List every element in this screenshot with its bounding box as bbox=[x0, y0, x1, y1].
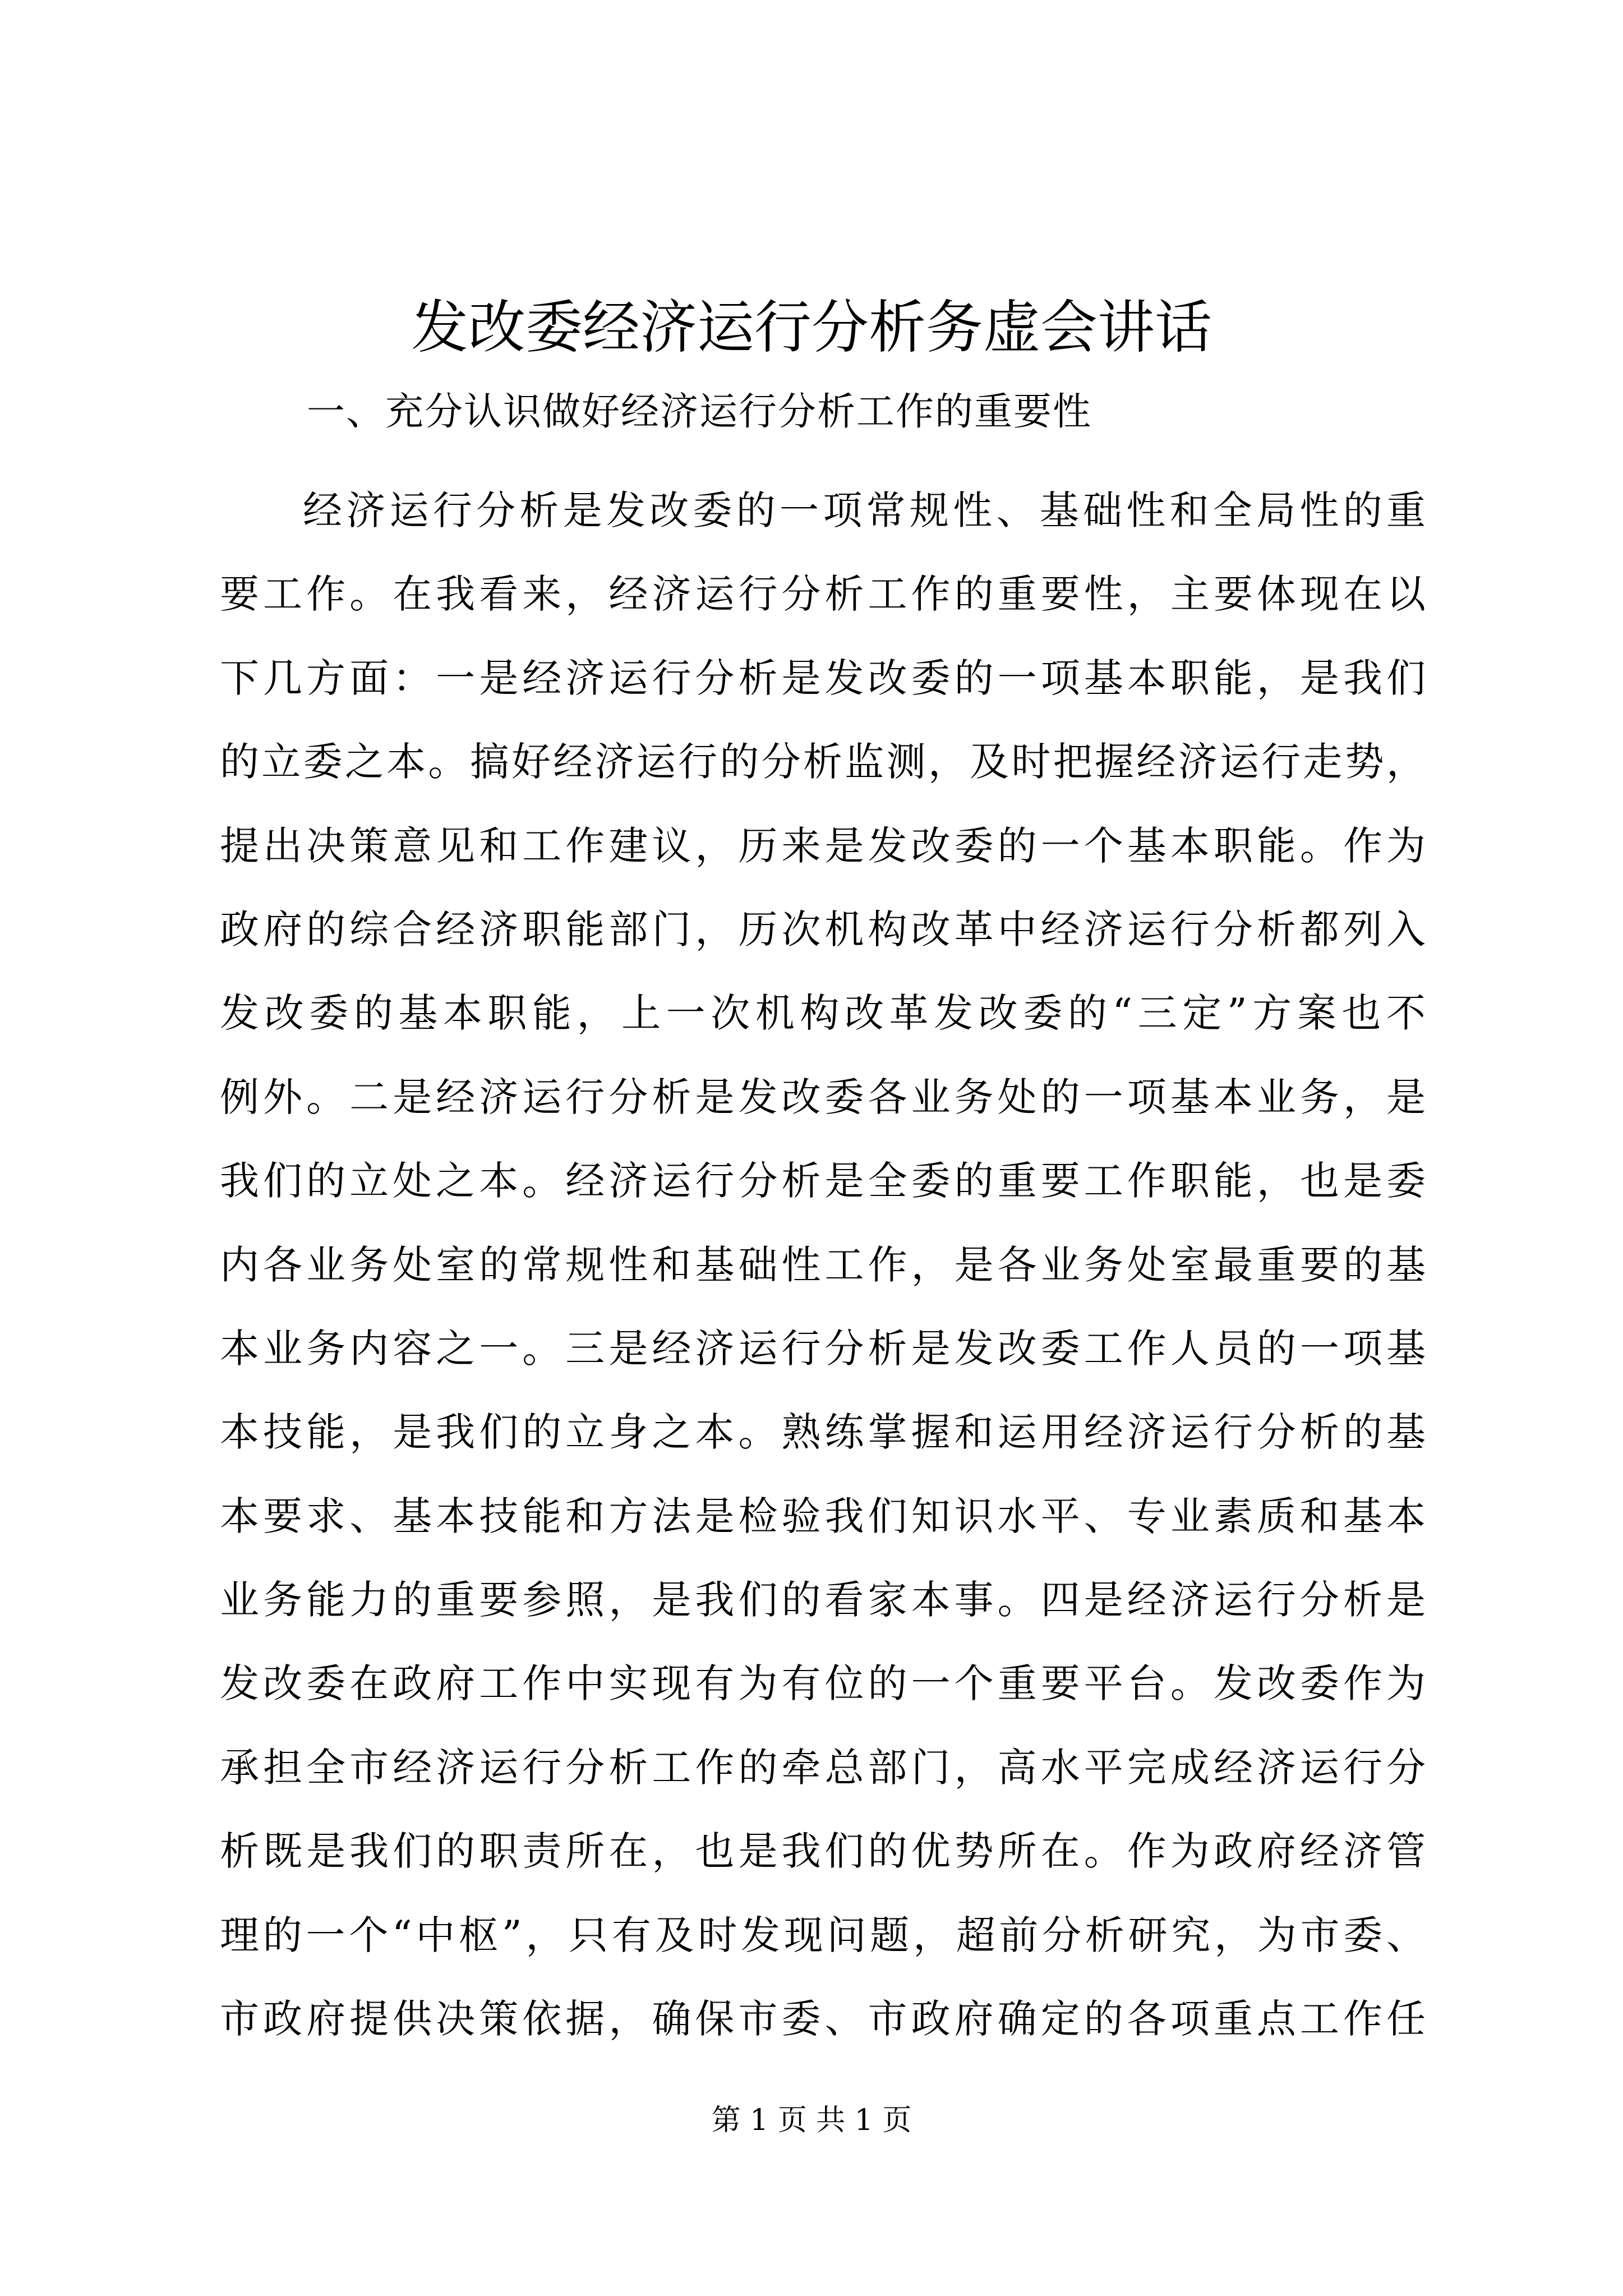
paragraph-line: 要工作。在我看来，经济运行分析工作的重要性，主要体现在以 bbox=[220, 571, 1426, 618]
paragraph-line: 发改委在政府工作中实现有为有位的一个重要平台。发改委作为 bbox=[220, 1660, 1426, 1707]
section-heading: 一、充分认识做好经济运行分析工作的重要性 bbox=[307, 390, 1092, 434]
paragraph-line: 下几方面：一是经济运行分析是发改委的一项基本职能，是我们 bbox=[220, 655, 1426, 701]
paragraph-line: 业务能力的重要参照，是我们的看家本事。四是经济运行分析是 bbox=[220, 1577, 1426, 1623]
paragraph-line: 内各业务处室的常规性和基础性工作，是各业务处室最重要的基 bbox=[220, 1241, 1426, 1288]
body-paragraph bbox=[220, 469, 1426, 2061]
paragraph-line: 理的一个“中枢”，只有及时发现问题，超前分析研究，为市委、 bbox=[220, 1912, 1426, 1958]
paragraph-line: 析既是我们的职责所在，也是我们的优势所在。作为政府经济管 bbox=[220, 1828, 1426, 1875]
paragraph-line: 本业务内容之一。三是经济运行分析是发改委工作人员的一项基 bbox=[220, 1325, 1426, 1372]
paragraph-line: 承担全市经济运行分析工作的牵总部门，高水平完成经济运行分 bbox=[220, 1744, 1426, 1791]
paragraph-line: 的立委之本。搞好经济运行的分析监测，及时把握经济运行走势， bbox=[220, 739, 1426, 785]
paragraph-line: 提出决策意见和工作建议，历来是发改委的一个基本职能。作为 bbox=[220, 822, 1426, 869]
paragraph-line: 政府的综合经济职能部门，历次机构改革中经济运行分析都列入 bbox=[220, 906, 1426, 953]
document-title: 发改委经济运行分析务虚会讲话 bbox=[411, 295, 1212, 361]
page-footer: 第 1 页 共 1 页 bbox=[711, 2104, 912, 2137]
paragraph-line: 本技能，是我们的立身之本。熟练掌握和运用经济运行分析的基 bbox=[220, 1409, 1426, 1456]
paragraph-line: 发改委的基本职能，上一次机构改革发改委的“三定”方案也不 bbox=[220, 990, 1426, 1037]
paragraph-line: 经济运行分析是发改委的一项常规性、基础性和全局性的重 bbox=[303, 487, 1426, 533]
paragraph-line: 例外。二是经济运行分析是发改委各业务处的一项基本业务，是 bbox=[220, 1074, 1426, 1120]
paragraph-line: 本要求、基本技能和方法是检验我们知识水平、专业素质和基本 bbox=[220, 1493, 1426, 1539]
paragraph-line: 我们的立处之本。经济运行分析是全委的重要工作职能，也是委 bbox=[220, 1158, 1426, 1204]
paragraph-line: 市政府提供决策依据，确保市委、市政府确定的各项重点工作任 bbox=[220, 1996, 1426, 2042]
